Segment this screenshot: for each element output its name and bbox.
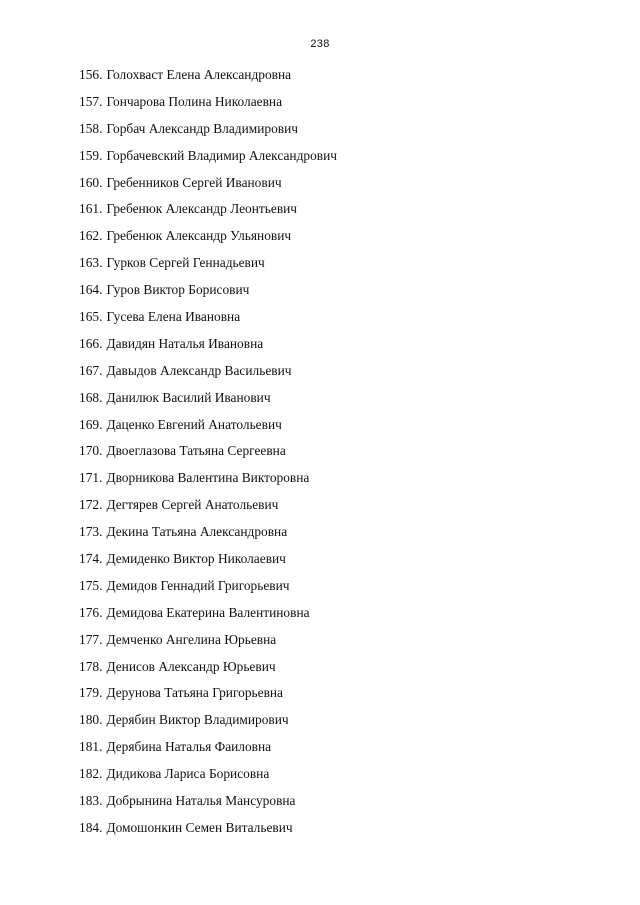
item-number: 166.	[79, 335, 103, 351]
item-number: 161.	[79, 201, 103, 217]
person-name: Дидикова Лариса Борисовна	[106, 766, 270, 782]
list-item	[79, 281, 337, 308]
item-number: 160.	[79, 174, 103, 190]
list-item	[79, 711, 337, 738]
person-name: Демиденко Виктор Николаевич	[106, 551, 286, 567]
list-item	[79, 93, 337, 120]
page-number: 238	[310, 38, 330, 50]
person-name: Гурков Сергей Геннадьевич	[106, 255, 265, 271]
list-item	[79, 147, 337, 174]
item-number: 168.	[79, 389, 103, 405]
item-number: 183.	[79, 793, 103, 809]
person-name: Гребенюк Александр Ульянович	[106, 228, 292, 244]
item-number: 165.	[79, 309, 103, 325]
item-number: 179.	[79, 685, 103, 701]
list-item	[79, 577, 337, 604]
person-name: Дегтярев Сергей Анатольевич	[106, 497, 279, 513]
item-number: 171.	[79, 470, 103, 486]
list-item	[79, 200, 337, 227]
list-item	[79, 120, 337, 147]
item-number: 158.	[79, 120, 103, 136]
person-name: Даценко Евгений Анатольевич	[106, 416, 282, 432]
person-name: Дерябина Наталья Фаиловна	[106, 739, 272, 755]
person-name: Дерябин Виктор Владимирович	[106, 712, 289, 728]
list-item	[79, 792, 337, 819]
list-item	[79, 523, 337, 550]
list-item	[79, 765, 337, 792]
person-name: Голохваст Елена Александровна	[106, 67, 292, 82]
item-number: 162.	[79, 228, 103, 244]
item-number: 182.	[79, 766, 103, 782]
name-list	[79, 66, 337, 846]
person-name: Демидов Геннадий Григорьевич	[106, 577, 290, 593]
item-number: 180.	[79, 712, 103, 728]
item-number: 164.	[79, 282, 103, 298]
item-number: 174.	[79, 551, 103, 567]
item-number: 170.	[79, 443, 103, 459]
item-number: 157.	[79, 93, 103, 109]
list-item	[79, 819, 337, 846]
person-name: Гуров Виктор Борисович	[106, 282, 250, 298]
list-item	[79, 442, 337, 469]
list-item	[79, 254, 337, 281]
list-item	[79, 362, 337, 389]
person-name: Дворникова Валентина Викторовна	[106, 470, 310, 486]
person-name: Демидова Екатерина Валентиновна	[106, 604, 310, 620]
item-number: 156.	[79, 67, 103, 82]
list-item	[79, 66, 337, 93]
list-item	[79, 738, 337, 765]
item-number: 163.	[79, 255, 103, 271]
list-item	[79, 631, 337, 658]
person-name: Денисов Александр Юрьевич	[106, 658, 276, 674]
person-name: Гребенников Сергей Иванович	[106, 174, 282, 190]
person-name: Декина Татьяна Александровна	[106, 524, 288, 540]
person-name: Давыдов Александр Васильевич	[106, 362, 292, 378]
list-item	[79, 174, 337, 201]
person-name: Демченко Ангелина Юрьевна	[106, 631, 277, 647]
item-number: 175.	[79, 577, 103, 593]
person-name: Горбач Александр Владимирович	[106, 120, 299, 136]
list-item	[79, 308, 337, 335]
list-item	[79, 604, 337, 631]
person-name: Горбачевский Владимир Александрович	[106, 147, 337, 163]
list-item	[79, 335, 337, 362]
item-number: 172.	[79, 497, 103, 513]
list-item	[79, 550, 337, 577]
person-name: Домошонкин Семен Витальевич	[106, 819, 293, 835]
item-number: 176.	[79, 604, 103, 620]
list-item	[79, 469, 337, 496]
person-name: Гребенюк Александр Леонтьевич	[106, 201, 298, 217]
item-number: 159.	[79, 147, 103, 163]
list-item	[79, 227, 337, 254]
item-number: 181.	[79, 739, 103, 755]
person-name: Добрынина Наталья Мансуровна	[106, 793, 296, 809]
list-item	[79, 496, 337, 523]
person-name: Давидян Наталья Ивановна	[106, 335, 264, 351]
person-name: Двоеглазова Татьяна Сергеевна	[106, 443, 286, 459]
item-number: 184.	[79, 819, 103, 835]
list-item	[79, 684, 337, 711]
person-name: Данилюк Василий Иванович	[106, 389, 271, 405]
person-name: Гончарова Полина Николаевна	[106, 93, 283, 109]
item-number: 167.	[79, 362, 103, 378]
list-item	[79, 389, 337, 416]
item-number: 178.	[79, 658, 103, 674]
list-item	[79, 416, 337, 443]
person-name: Гусева Елена Ивановна	[106, 309, 241, 325]
item-number: 173.	[79, 524, 103, 540]
item-number: 169.	[79, 416, 103, 432]
list-item	[79, 658, 337, 685]
item-number: 177.	[79, 631, 103, 647]
person-name: Дерунова Татьяна Григорьевна	[106, 685, 283, 701]
